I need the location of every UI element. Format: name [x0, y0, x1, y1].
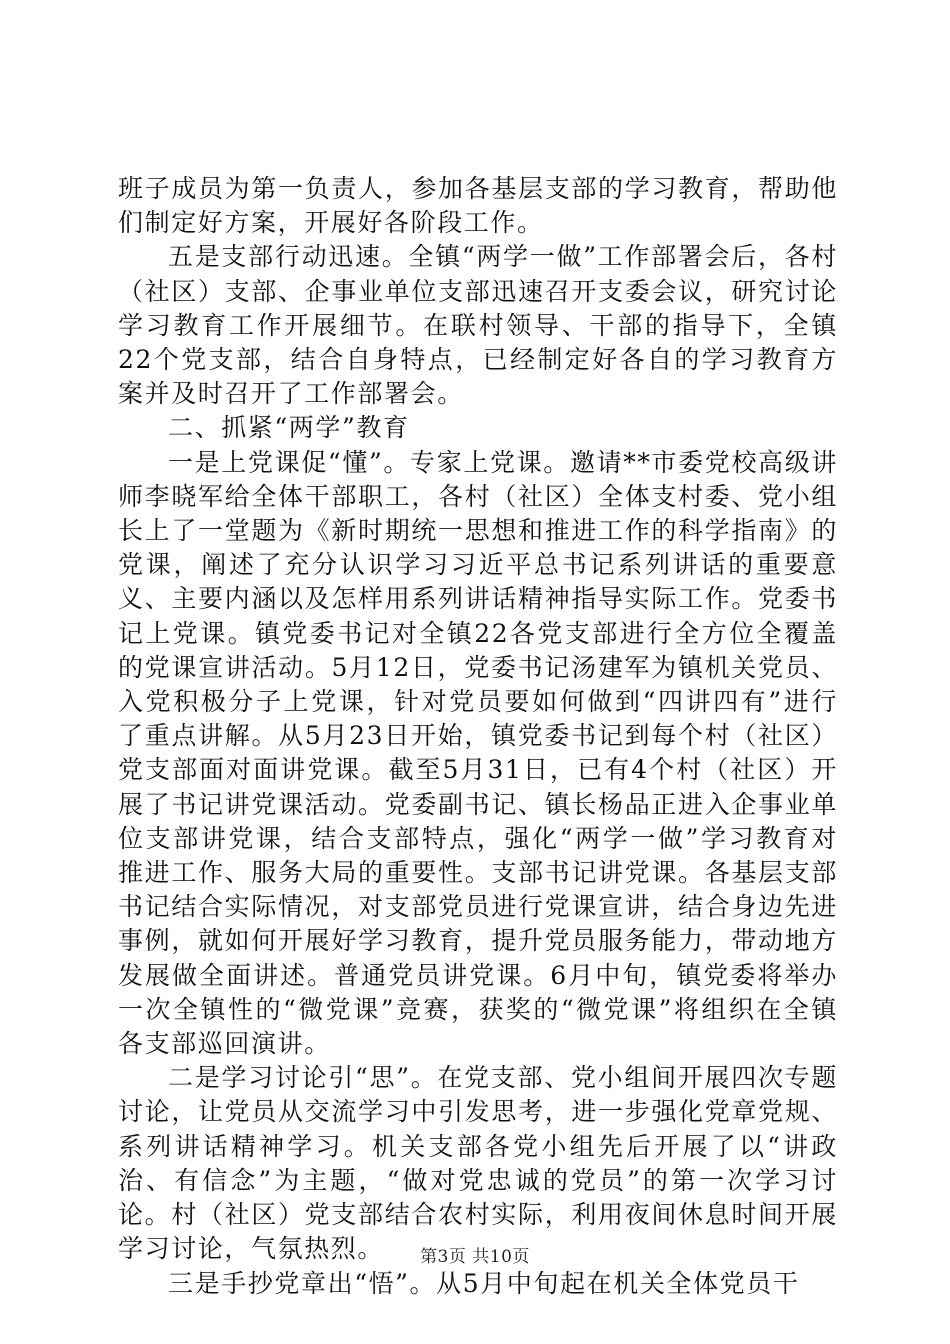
paragraph-study-discussion: 二是学习讨论引“思”。在党支部、党小组间开展四次专题讨论，让党员从交流学习中引发思考，进一步强化党章党规、系列讲话精神学习。机关支部各党小组先后开展了以“讲政治、有信念”为主题，“做对党忠诚的党员”的第一次学习讨论。村（社区）党支部结合农村实际，利用夜间休息时间开展学习讨论，气氛热烈。	[118, 1063, 838, 1264]
paragraph-hand-copy-charter: 三是手抄党章出“悟”。从5月中旬起在机关全体党员干	[168, 1268, 800, 1298]
page-number-footer: 第3页 共10页	[420, 1247, 530, 1267]
document-body	[118, 172, 838, 1301]
section-heading-two-studies: 二、抓紧“两学”教育	[168, 413, 410, 443]
paragraph-branch-action: 五是支部行动迅速。全镇“两学一做”工作部署会后，各村（社区）支部、企事业单位支部迅速召开支委会议，研究讨论学习教育工作开展细节。在联村领导、干部的指导下，全镇22个党支部，结合自身特点，已经制定好各自的学习教育方案并及时召开了工作部署会。	[118, 242, 838, 409]
paragraph-party-lessons: 一是上党课促“懂”。专家上党课。邀请**市委党校高级讲师李晓军给全体干部职工，各村（社区）全体支村委、党小组长上了一堂题为《新时期统一思想和推进工作的科学指南》的党课，阐述了充分认识学习习近平总书记系列讲话的重要意义、主要内涵以及怎样用系列讲话精神指导实际工作。党委书记上党课。镇党委书记对全镇22各党支部进行全方位全覆盖的党课宣讲活动。5月12日，党委书记汤建军为镇机关党员、入党积极分子上党课，针对党员要如何做到“四讲四有”进行了重点讲解。从5月23日开始，镇党委书记到每个村（社区）党支部面对面讲党课。截至5月31日，已有4个村（社区）开展了书记讲党课活动。党委副书记、镇长杨品正进入企事业单位支部讲党课，结合支部特点，强化“两学一做”学习教育对推进工作、服务大局的重要性。支部书记讲党课。各基层支部书记结合实际情况，对支部党员进行党课宣讲，结合身边先进事例，就如何开展好学习教育，提升党员服务能力，带动地方发展做全面讲述。普通党员讲党课。6月中旬，镇党委将举办一次全镇性的“微党课”竞赛，获奖的“微党课”将组织在全镇各支部巡回演讲。	[118, 447, 838, 1059]
paragraph-continuation: 班子成员为第一负责人，参加各基层支部的学习教育，帮助他们制定好方案，开展好各阶段工作。	[118, 174, 838, 238]
